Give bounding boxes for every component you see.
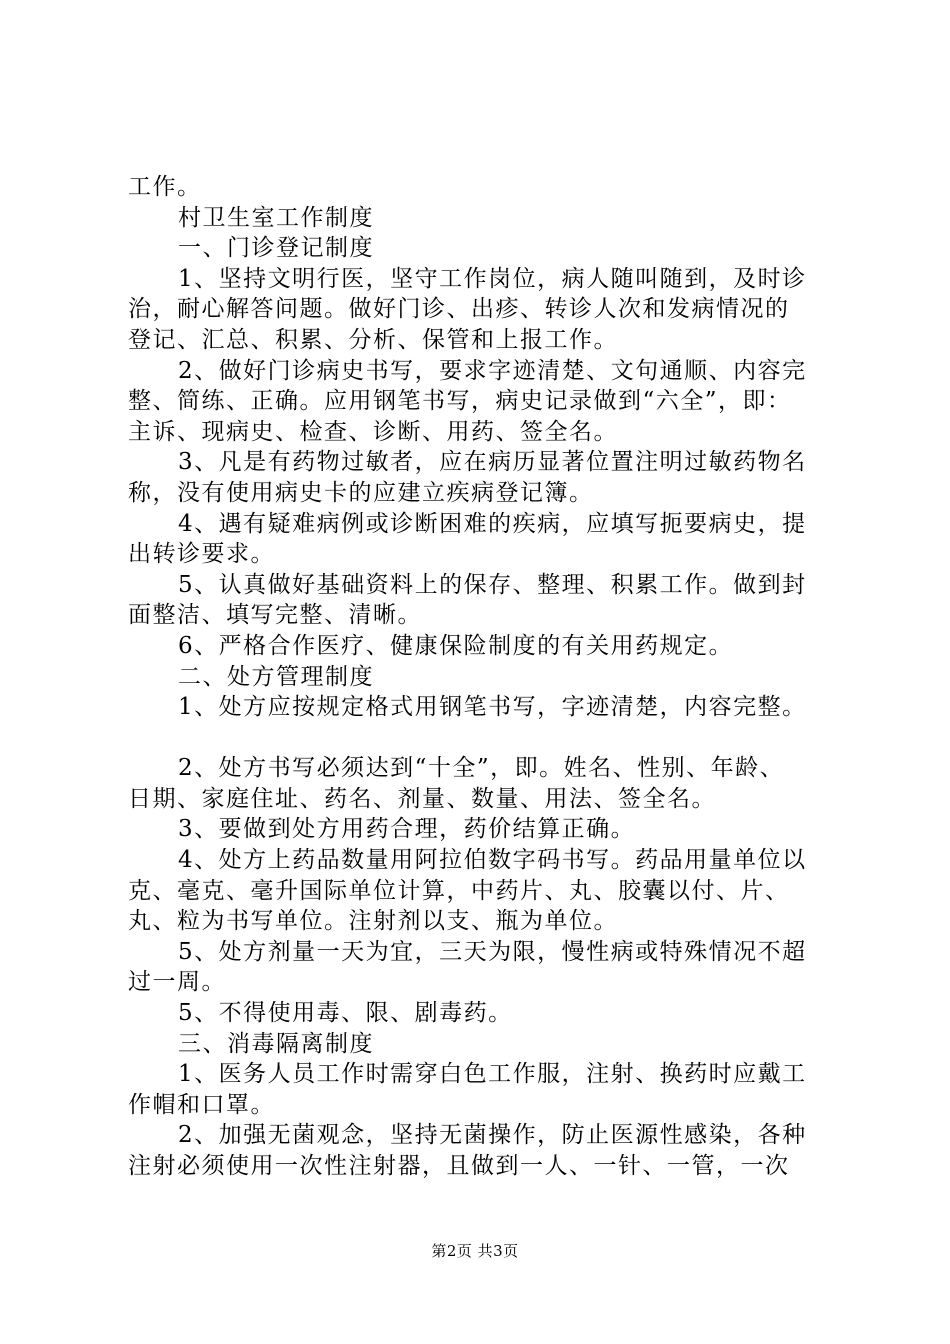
- text-line: 6、严格合作医疗、健康保险制度的有关用药规定。: [178, 632, 734, 659]
- text-line: 4、处方上药品数量用阿拉伯数字码书写。药品用量单位以: [178, 847, 807, 874]
- text-line: 1、处方应按规定格式用钢笔书写，字迹清楚，内容完整。: [178, 694, 807, 721]
- section-heading: 三、消毒隔离制度: [178, 1030, 374, 1057]
- text-line: 1、坚持文明行医，坚守工作岗位，病人随叫随到，及时诊: [178, 265, 807, 292]
- text-line: 5、认真做好基础资料上的保存、整理、积累工作。做到封: [178, 571, 807, 598]
- text-line: 过一周。: [128, 969, 226, 996]
- text-line: 克、毫克、毫升国际单位计算，中药片、丸、胶囊以付、片、: [128, 877, 790, 904]
- text-line: 作帽和口罩。: [128, 1091, 275, 1118]
- document-body: [128, 172, 833, 1182]
- text-line: 2、做好门诊病史书写，要求字迹清楚、文句通顺、内容完: [178, 357, 807, 384]
- text-line: 3、要做到处方用药合理，药价结算正确。: [178, 816, 636, 843]
- text-line: 整、简练、正确。应用钢笔书写，病史记录做到“六全”，即：: [128, 388, 792, 415]
- text-line: 5、不得使用毒、限、剧毒药。: [178, 1000, 513, 1027]
- text-line: 工作。: [128, 174, 202, 200]
- text-line: 治，耐心解答问题。做好门诊、出疹、转诊人次和发病情况的: [128, 296, 790, 323]
- text-line: 5、处方剂量一天为宜，三天为限，慢性病或特殊情况不超: [178, 938, 807, 965]
- text-line: 2、加强无菌观念，坚持无菌操作，防止医源性感染，各种: [178, 1122, 807, 1149]
- document-title: 村卫生室工作制度: [178, 204, 374, 231]
- text-line: 面整洁、填写完整、清晰。: [128, 602, 422, 629]
- text-line: 3、凡是有药物过敏者，应在病历显著位置注明过敏药物名: [178, 449, 807, 476]
- section-heading: 二、处方管理制度: [178, 663, 374, 690]
- blank-line: [128, 723, 833, 754]
- text-line: 2、处方书写必须达到“十全”，即。姓名、性别、年龄、: [178, 755, 785, 782]
- text-line: 日期、家庭住址、药名、剂量、数量、用法、签全名。: [128, 785, 716, 812]
- text-line: 注射必须使用一次性注射器，且做到一人、一针、一管，一次: [128, 1153, 790, 1179]
- section-heading: 一、门诊登记制度: [178, 235, 374, 262]
- page-number-footer: 第2页 共3页: [431, 1242, 519, 1260]
- text-line: 主诉、现病史、检查、诊断、用药、签全名。: [128, 418, 618, 445]
- text-line: 出转诊要求。: [128, 541, 275, 568]
- text-line: 称，没有使用病史卡的应建立疾病登记簿。: [128, 479, 594, 506]
- text-line: 登记、汇总、积累、分析、保管和上报工作。: [128, 326, 618, 353]
- text-line: 4、遇有疑难病例或诊断困难的疾病，应填写扼要病史，提: [178, 510, 807, 537]
- text-line: 丸、粒为书写单位。注射剂以支、瓶为单位。: [128, 908, 618, 935]
- text-line: 1、医务人员工作时需穿白色工作服，注射、换药时应戴工: [178, 1061, 807, 1088]
